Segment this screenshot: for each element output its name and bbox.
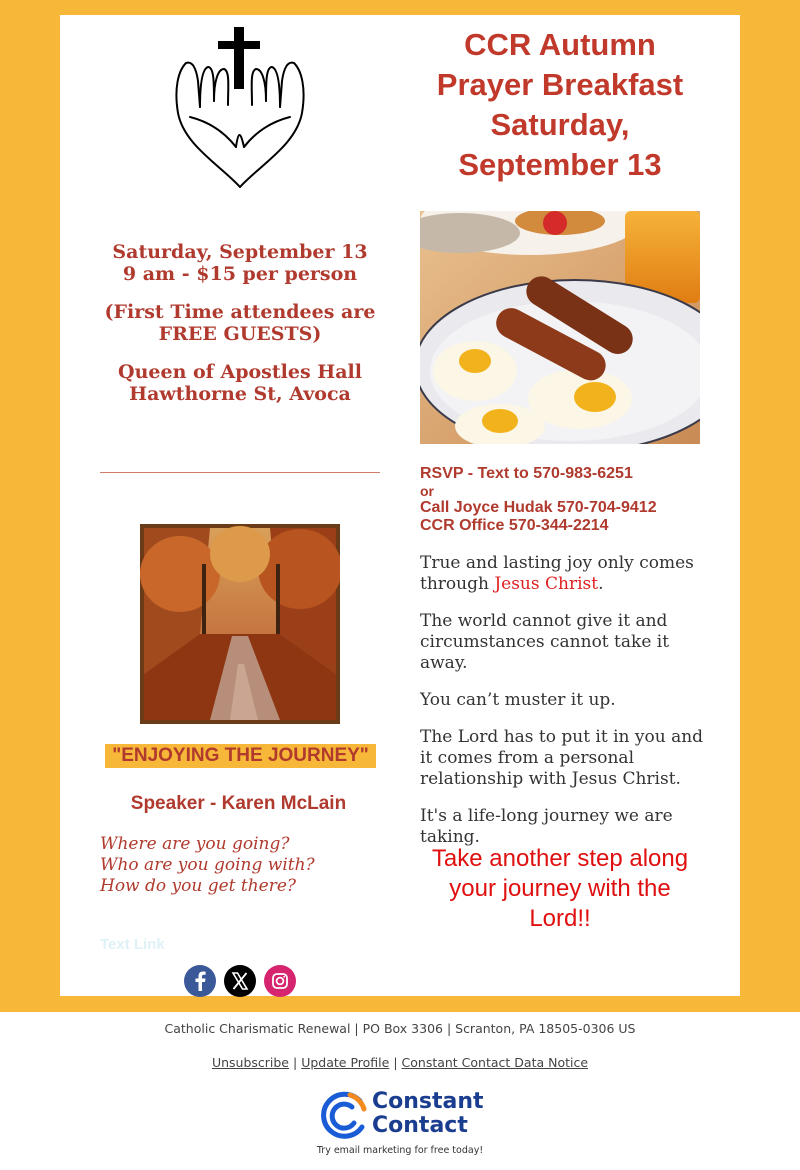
jesus-christ-highlight: Jesus Christ xyxy=(494,574,599,594)
reflection-questions xyxy=(100,834,380,897)
rsvp-text-line: RSVP - Text to 570-983-6251 xyxy=(420,465,633,482)
title-line: September 13 xyxy=(458,147,662,182)
title-line: CCR Autumn xyxy=(464,27,656,62)
section-divider xyxy=(100,472,380,473)
message-paragraph: The world cannot give it and circumstances cannot take it away. xyxy=(420,611,670,673)
title-line: Prayer Breakfast xyxy=(436,67,684,102)
footer-separator: | xyxy=(293,1055,298,1070)
question-line: How do you get there? xyxy=(100,876,297,896)
first-time-note: (First Time attendees are FREE GUESTS) xyxy=(104,301,376,345)
facebook-icon[interactable] xyxy=(184,965,216,997)
message-paragraph: You can’t muster it up. xyxy=(420,690,616,710)
update-profile-link[interactable]: Update Profile xyxy=(301,1055,390,1070)
event-venue: Queen of Apostles Hall xyxy=(118,361,362,383)
email-card xyxy=(60,15,740,996)
instagram-icon[interactable] xyxy=(264,965,296,997)
footer-links xyxy=(0,1055,800,1070)
rsvp-office-line: CCR Office 570-344-2214 xyxy=(420,517,609,534)
call-to-action: Take another step along your journey with the Lord!! xyxy=(431,845,689,932)
message-body xyxy=(420,553,710,864)
rsvp-block xyxy=(420,465,720,535)
question-line: Who are you going with? xyxy=(100,855,315,875)
title-line: Saturday, xyxy=(490,107,630,142)
message-paragraph: The Lord has to put it in you and it comes from a personal relationship with Jesus Christ. xyxy=(420,727,704,789)
text-link[interactable]: Text Link xyxy=(100,936,165,953)
breakfast-photo xyxy=(420,211,700,444)
question-line: Where are you going? xyxy=(100,834,290,854)
x-icon[interactable] xyxy=(224,965,256,997)
event-title xyxy=(420,25,700,185)
event-details xyxy=(100,241,380,421)
unsubscribe-link[interactable]: Unsubscribe xyxy=(211,1055,290,1070)
speaker-name: Speaker - Karen McLain xyxy=(130,793,347,814)
message-paragraph: True and lasting joy only comes through Jesus Christ. xyxy=(420,553,694,594)
footer-separator: | xyxy=(393,1055,398,1070)
event-date: Saturday, September 13 xyxy=(112,241,368,263)
message-paragraph: It's a life-long journey we are taking. xyxy=(420,806,673,847)
event-time-price: 9 am - $15 per person xyxy=(122,263,358,285)
rsvp-or: or xyxy=(420,483,434,499)
footer-address: Catholic Charismatic Renewal | PO Box 3306 | Scranton, PA 18505-0306 US xyxy=(164,1021,636,1036)
marketing-tagline: Try email marketing for free today! xyxy=(316,1145,484,1156)
praying-hands-cross-icon xyxy=(170,25,310,191)
rsvp-call-line: Call Joyce Hudak 570-704-9412 xyxy=(420,499,657,516)
data-notice-link[interactable]: Constant Contact Data Notice xyxy=(401,1055,589,1070)
talk-title-banner: "ENJOYING THE JOURNEY" xyxy=(105,744,376,768)
event-address: Hawthorne St, Avoca xyxy=(129,383,351,405)
constant-contact-mark-icon xyxy=(320,1091,368,1139)
autumn-path-photo xyxy=(140,524,340,724)
constant-contact-wordmark: Constant Contact xyxy=(372,1089,484,1138)
